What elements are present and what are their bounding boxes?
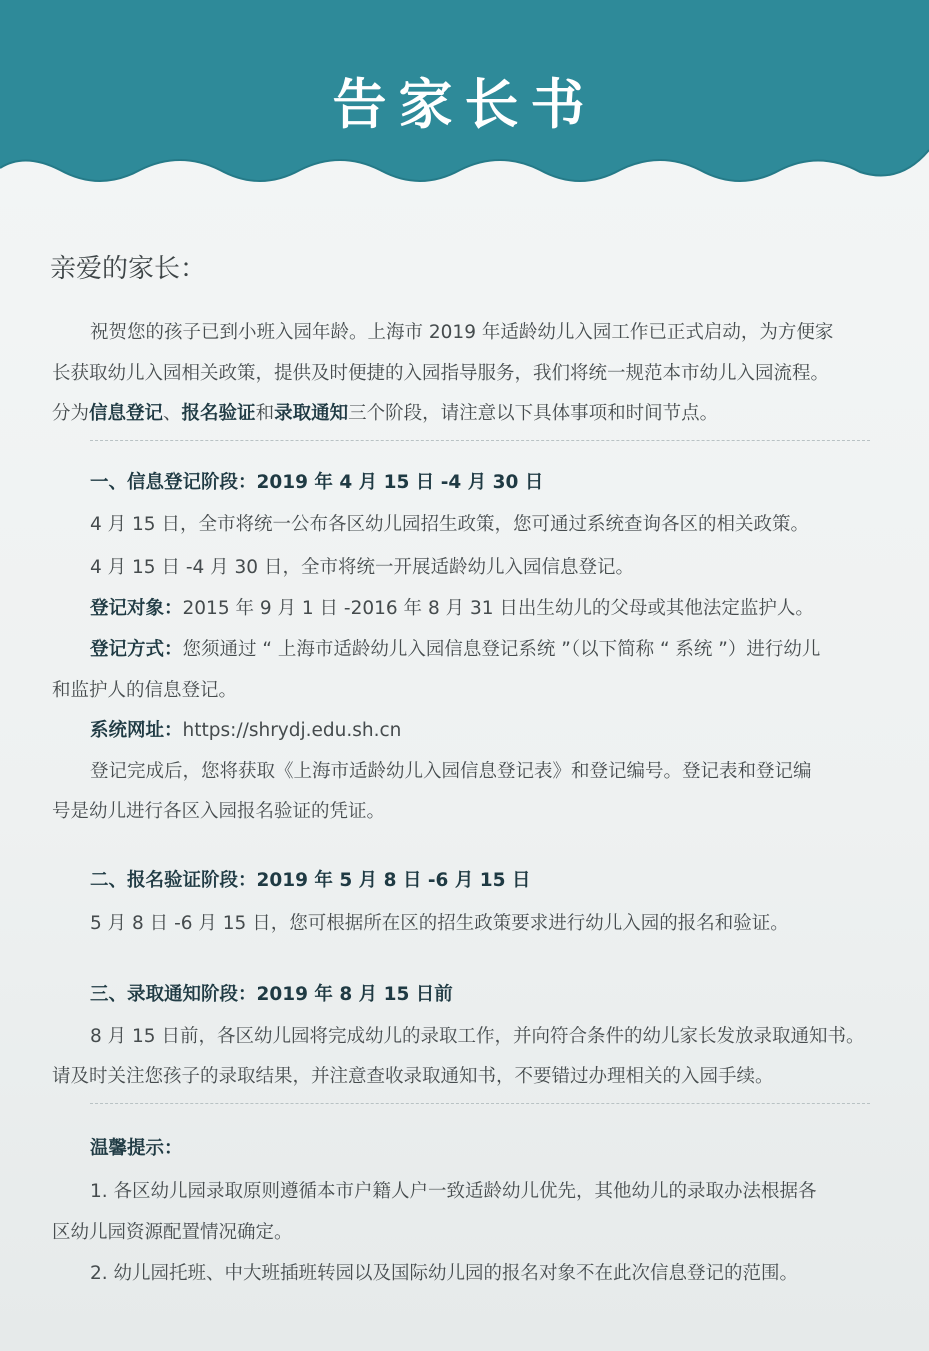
registration-method-continued: 和监护人的信息登记。 xyxy=(52,680,238,701)
intro-line-3-pre: 分为 xyxy=(52,403,90,424)
section-3-paragraph-line-2: 请及时关注您孩子的录取结果，并注意查收录取通知书，不要错过办理相关的入园手续。 xyxy=(52,1066,774,1087)
section-1-paragraph-2: 4 月 15 日 -4 月 30 日，全市将统一开展适龄幼儿入园信息登记。 xyxy=(90,557,634,578)
intro-line-1: 祝贺您的孩子已到小班入园年龄。上海市 2019 年适龄幼儿入园工作已正式启动，为方便家 xyxy=(90,322,834,343)
divider xyxy=(90,440,870,441)
salutation: 亲爱的家长： xyxy=(50,254,207,284)
registration-method xyxy=(90,635,820,661)
section-1-paragraph-3-line-1: 登记完成后，您将获取《上海市适龄幼儿入园信息登记表》和登记编号。登记表和登记编 xyxy=(90,761,812,782)
separator-2: 和 xyxy=(255,403,275,424)
separator-1: 、 xyxy=(163,403,182,424)
tip-2: 2. 幼儿园托班、中大班插班转园以及国际幼儿园的报名对象不在此次信息登记的范围。 xyxy=(90,1263,799,1284)
tip-1-line-1: 1. 各区幼儿园录取原则遵循本市户籍人户一致适龄幼儿优先，其他幼儿的录取办法根据各 xyxy=(90,1181,817,1202)
section-2-heading: 二、报名验证阶段：2019 年 5 月 8 日 -6 月 15 日 xyxy=(90,870,531,891)
registration-method-text: 您须通过 “ 上海市适龄幼儿入园信息登记系统 ”（以下简称 “ 系统 ”）进行幼儿 xyxy=(182,639,821,660)
section-1-paragraph-1: 4 月 15 日，全市将统一公布各区幼儿园招生政策，您可通过系统查询各区的相关政策。 xyxy=(90,514,809,535)
registration-target-text: 2015 年 9 月 1 日 -2016 年 8 月 31 日出生幼儿的父母或其他法定监护人。 xyxy=(182,598,814,619)
intro-line-3 xyxy=(52,399,718,425)
section-1-paragraph-3-line-2: 号是幼儿进行各区入园报名验证的凭证。 xyxy=(52,801,386,822)
tips-heading: 温馨提示： xyxy=(90,1138,183,1159)
page-title: 告家长书 xyxy=(332,73,597,136)
header-banner xyxy=(0,0,929,210)
system-url xyxy=(90,716,401,742)
registration-method-label: 登记方式： xyxy=(90,639,183,660)
intro-line-3-post: 三个阶段，请注意以下具体事项和时间节点。 xyxy=(348,403,719,424)
intro-line-2: 长获取幼儿入园相关政策，提供及时便捷的入园指导服务，我们将统一规范本市幼儿入园流程。 xyxy=(52,363,830,384)
stage-1-name: 信息登记 xyxy=(89,403,164,424)
stage-2-name: 报名验证 xyxy=(181,403,256,424)
section-3-paragraph-line-1: 8 月 15 日前，各区幼儿园将完成幼儿的录取工作，并向符合条件的幼儿家长发放录取通知书。 xyxy=(90,1026,865,1047)
tip-1-line-2: 区幼儿园资源配置情况确定。 xyxy=(52,1222,293,1243)
registration-target-label: 登记对象： xyxy=(90,598,183,619)
divider xyxy=(90,1103,870,1104)
system-url-label: 系统网址： xyxy=(90,720,183,741)
section-2-paragraph-1: 5 月 8 日 -6 月 15 日，您可根据所在区的招生政策要求进行幼儿入园的报名和验证。 xyxy=(90,913,789,934)
system-url-link[interactable]: https://shrydj.edu.sh.cn xyxy=(182,720,402,741)
stage-3-name: 录取通知 xyxy=(274,403,349,424)
registration-target xyxy=(90,594,814,620)
section-3-heading: 三、录取通知阶段：2019 年 8 月 15 日前 xyxy=(90,984,453,1005)
section-1-heading: 一、信息登记阶段：2019 年 4 月 15 日 -4 月 30 日 xyxy=(90,472,544,493)
